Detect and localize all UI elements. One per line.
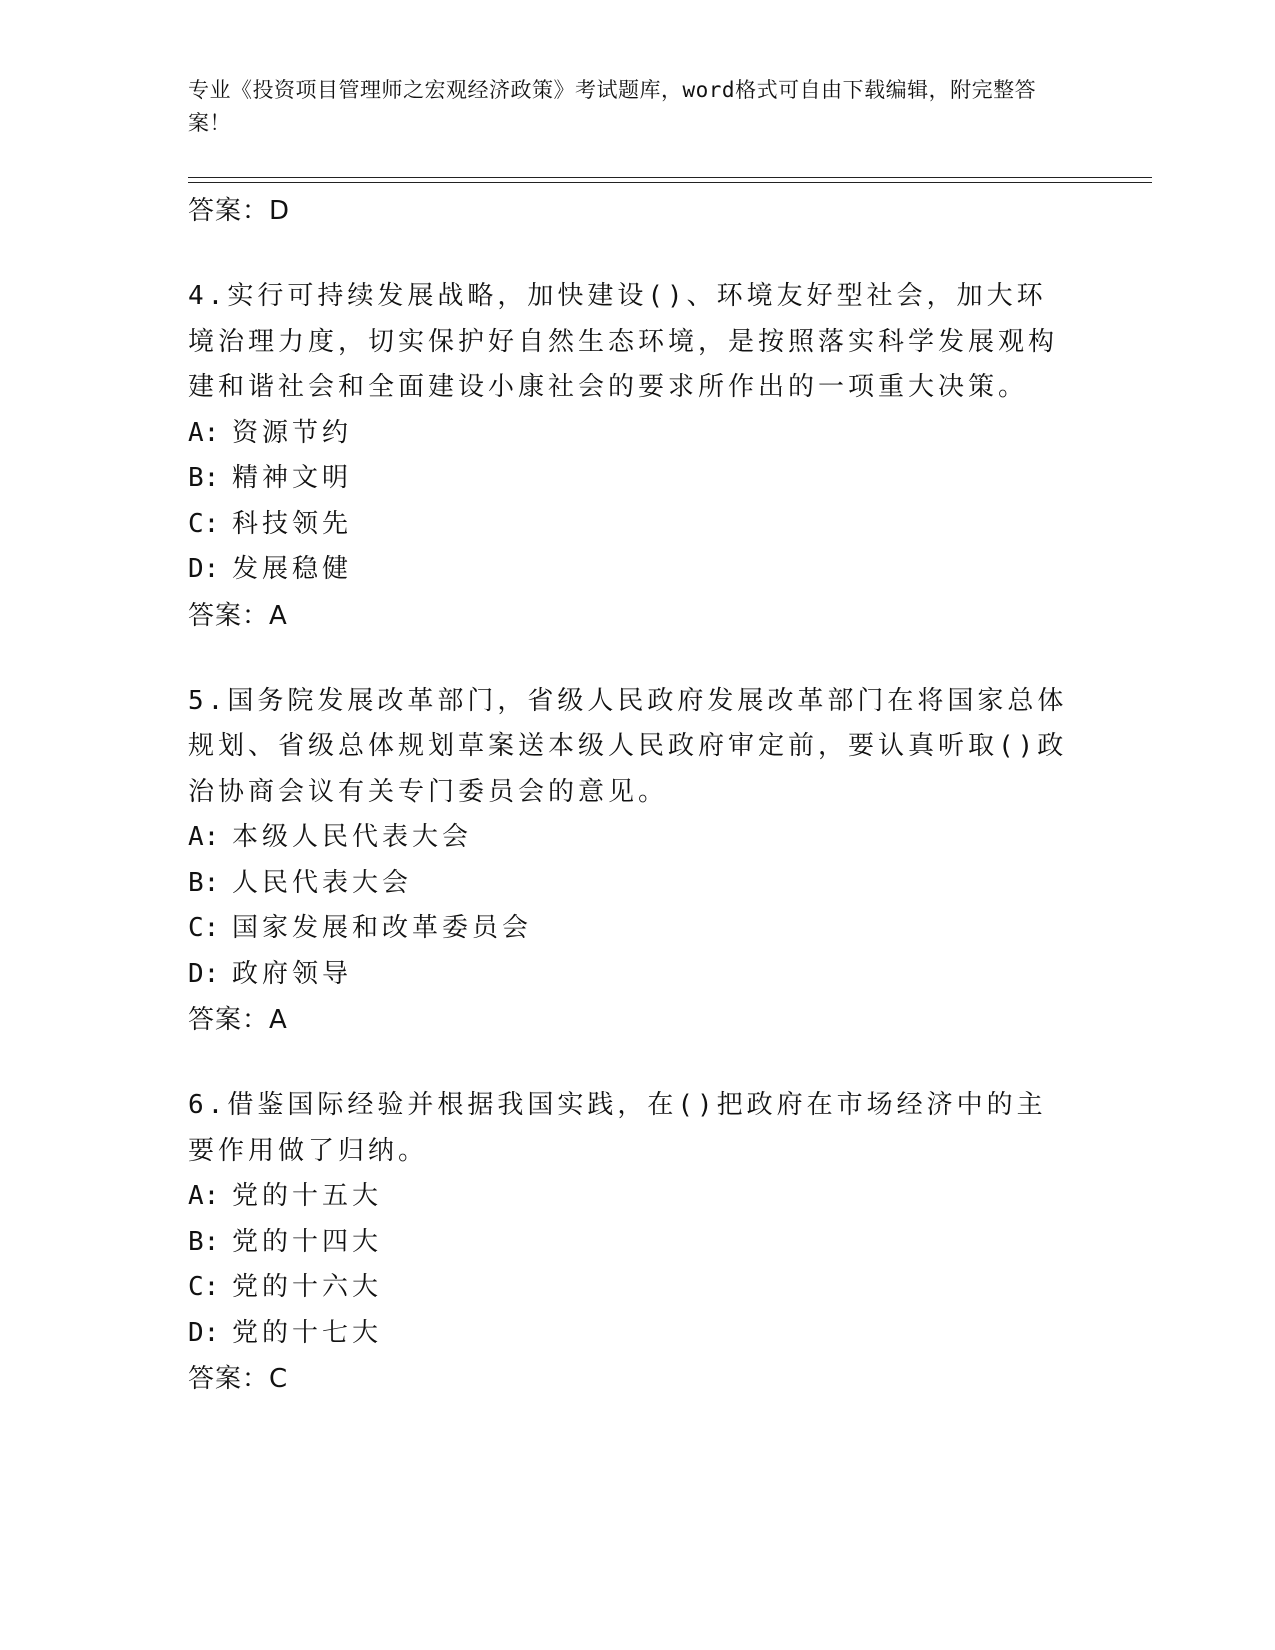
document-header: 专业《投资项目管理师之宏观经济政策》考试题库，word格式可自由下载编辑，附完整答案！: [188, 78, 1037, 135]
option-letter: D:: [188, 1317, 220, 1348]
option-letter: B:: [188, 463, 220, 493]
option-letter: A:: [188, 822, 220, 852]
question-body: 国务院发展改革部门，省级人民政府发展改革部门在将国家总体规划、省级总体规划草案送本级人民政府审定前，要认真听取()政治协商会议有关专门委员会的意见。: [188, 685, 1068, 807]
option-text: 国家发展和改革委员会: [232, 913, 533, 943]
answer-label: 答案：: [188, 196, 270, 226]
option-letter: C:: [188, 508, 220, 539]
question-text: [188, 1083, 1068, 1174]
answer-label: 答案：: [188, 1005, 270, 1035]
answer-line: [188, 1356, 1068, 1402]
answer-label: 答案：: [188, 1364, 270, 1394]
question-number: 6.: [188, 1090, 228, 1120]
option-text: 资源节约: [232, 417, 353, 448]
option-text: 党的十六大: [232, 1272, 383, 1302]
option-a: [188, 1174, 1068, 1220]
question-body: 实行可持续发展战略，加快建设()、环境友好型社会，加大环境治理力度，切实保护好自然生态环境，是按照落实科学发展观构建和谐社会和全面建设小康社会的要求所作出的一项重大决策。: [188, 281, 1059, 402]
option-letter: C:: [188, 913, 220, 943]
header-divider-top: [188, 177, 1152, 178]
option-b: [188, 1220, 1068, 1266]
option-a: [188, 815, 1068, 861]
question-item: [188, 679, 1068, 1044]
option-c: [188, 906, 1068, 952]
option-d: [188, 1311, 1068, 1357]
option-text: 党的十七大: [232, 1317, 383, 1348]
question-item: [188, 274, 1068, 639]
question-number: 5.: [188, 685, 228, 716]
question-number: 4.: [188, 281, 228, 311]
option-b: [188, 456, 1068, 502]
header-divider-bottom: [188, 182, 1152, 183]
option-text: 党的十四大: [232, 1226, 383, 1257]
option-letter: D:: [188, 958, 220, 989]
option-letter: A:: [188, 1181, 220, 1211]
option-letter: B:: [188, 1226, 220, 1257]
option-c: [188, 502, 1068, 548]
question-text: [188, 274, 1068, 411]
question-list: [188, 188, 1068, 1402]
option-letter: D:: [188, 554, 220, 584]
option-text: 发展稳健: [232, 554, 353, 584]
option-c: [188, 1265, 1068, 1311]
answer-line: [188, 188, 1068, 234]
option-text: 党的十五大: [232, 1181, 383, 1211]
option-text: 本级人民代表大会: [232, 822, 473, 852]
option-letter: C:: [188, 1272, 220, 1302]
answer-value: A: [269, 600, 288, 631]
option-a: [188, 411, 1068, 457]
option-d: [188, 952, 1068, 998]
question-body: 借鉴国际经验并根据我国实践，在()把政府在市场经济中的主要作用做了归纳。: [188, 1090, 1047, 1166]
question-item: [188, 1083, 1068, 1402]
option-text: 人民代表大会: [232, 867, 413, 898]
option-letter: B:: [188, 867, 220, 898]
option-text: 政府领导: [232, 958, 353, 989]
option-b: [188, 861, 1068, 907]
answer-line: [188, 593, 1068, 639]
answer-label: 答案：: [188, 600, 270, 631]
answer-line: [188, 997, 1068, 1043]
answer-value: C: [269, 1364, 289, 1394]
option-letter: A:: [188, 417, 220, 448]
option-d: [188, 547, 1068, 593]
option-text: 精神文明: [232, 463, 353, 493]
option-text: 科技领先: [232, 508, 353, 539]
answer-value: A: [269, 1005, 288, 1035]
question-text: [188, 679, 1068, 816]
answer-value: D: [269, 196, 291, 226]
